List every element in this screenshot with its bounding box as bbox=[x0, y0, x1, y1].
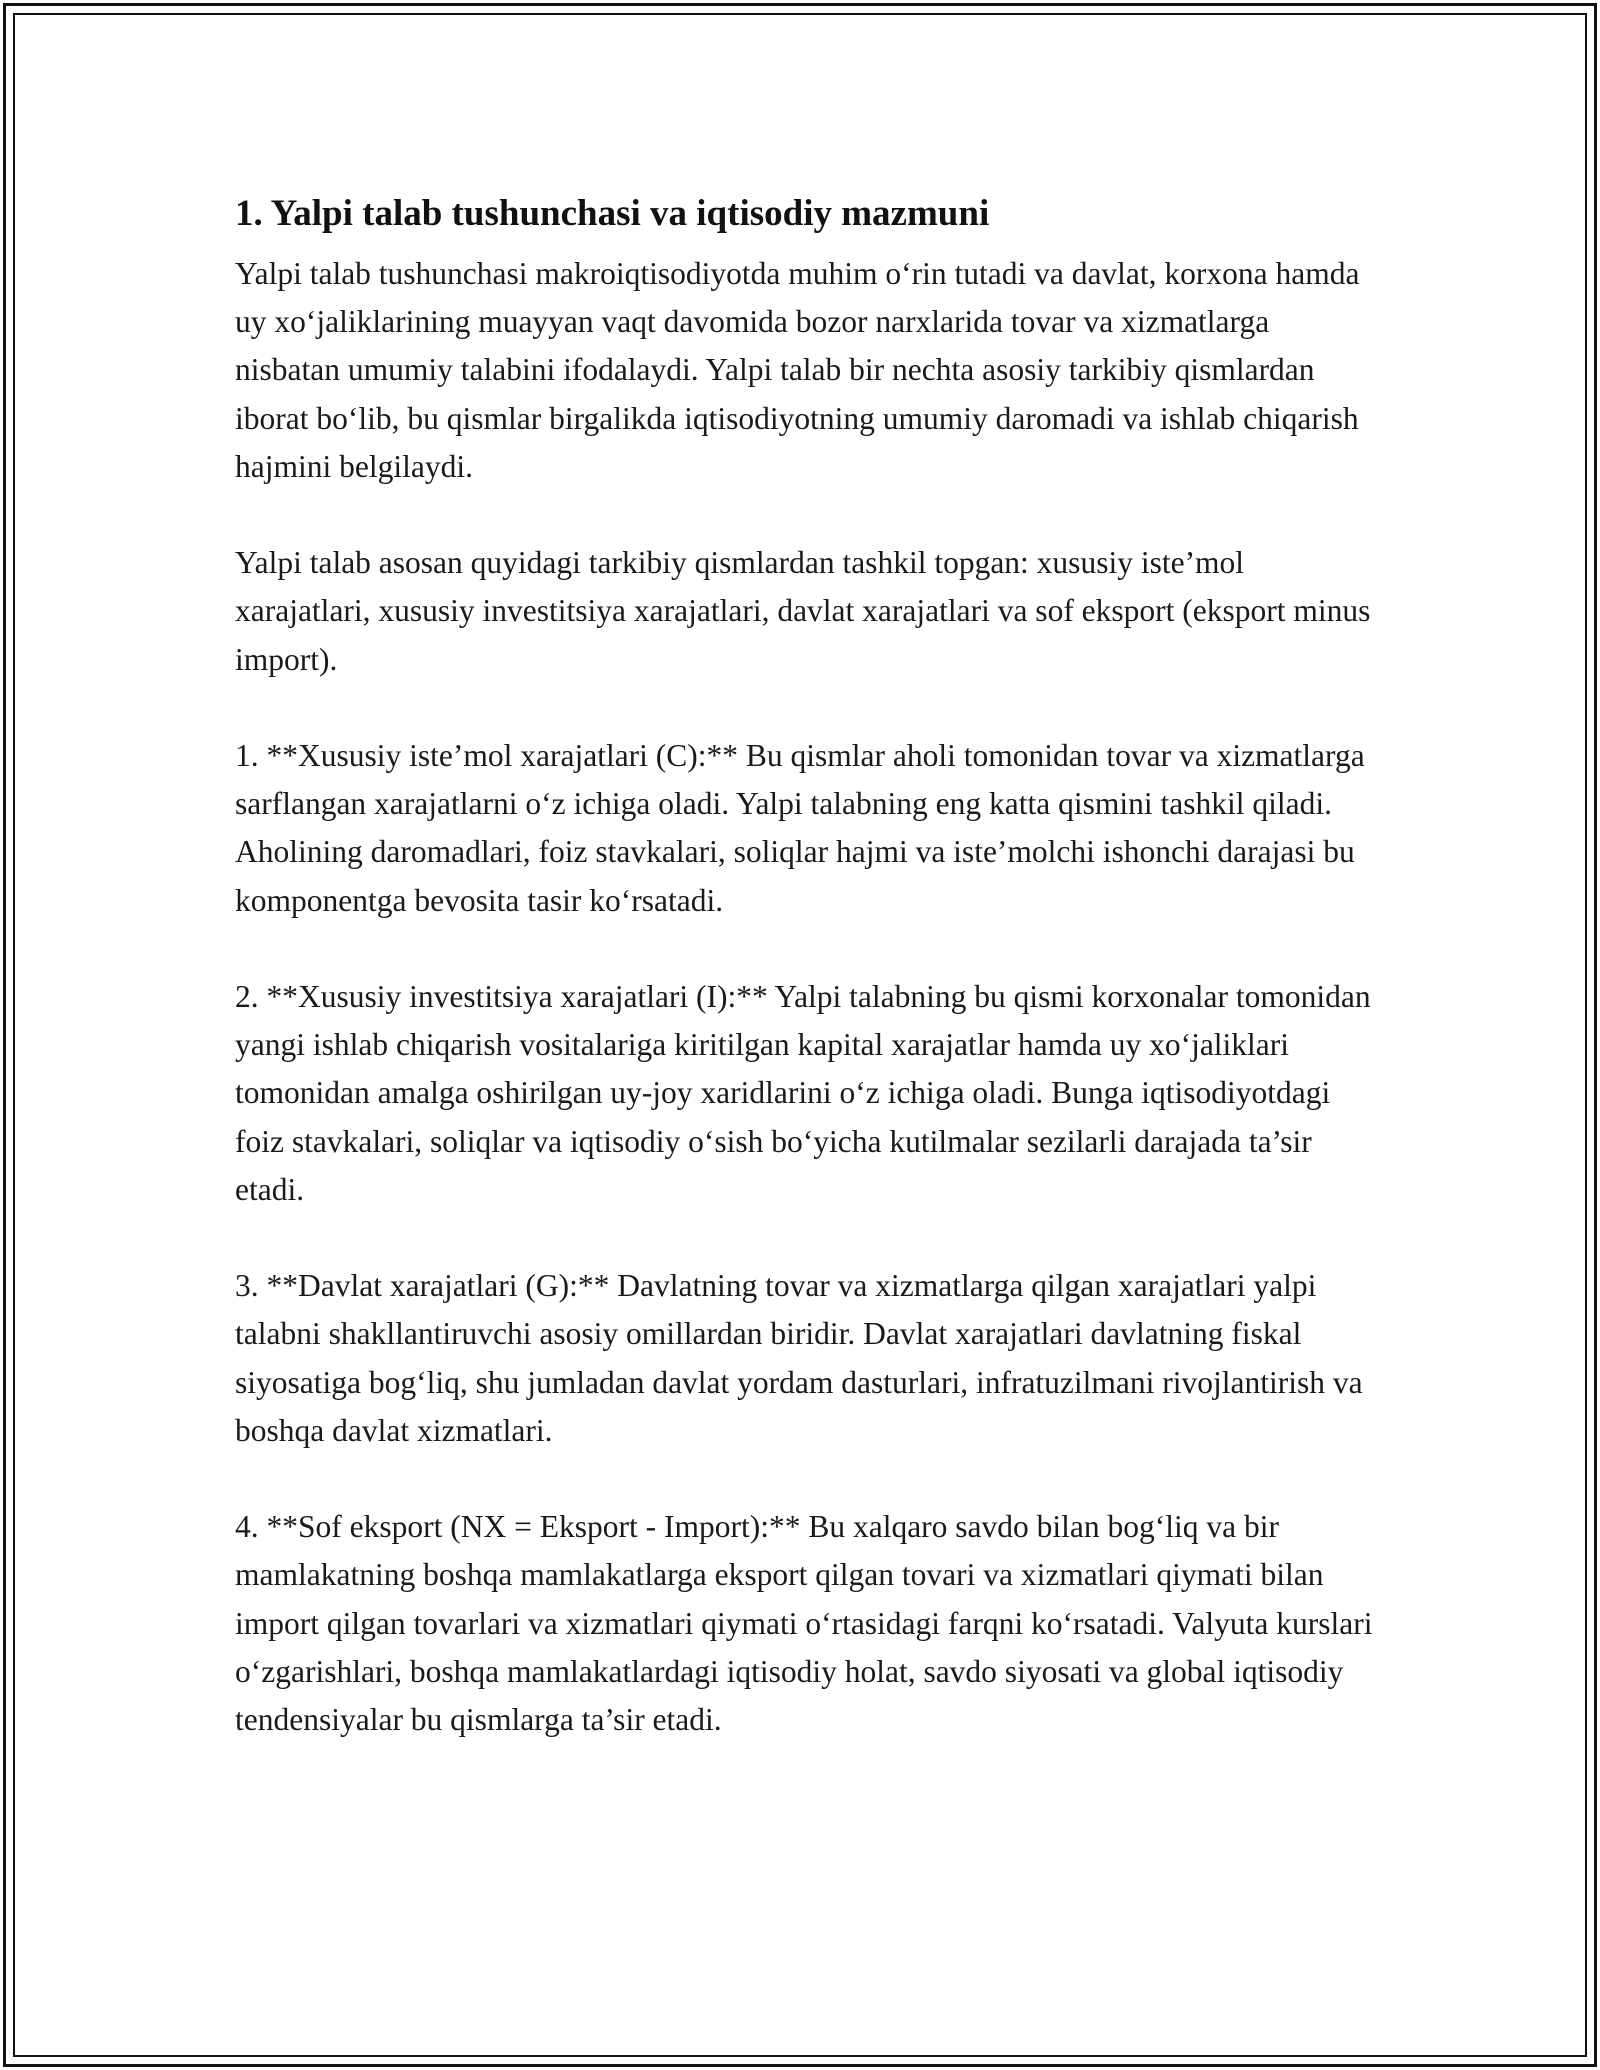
paragraph-consumption: 1. **Xususiy iste’mol xarajatlari (C):** Bu qismlar aholi tomonidan tovar va xizmatlarga sarflangan xarajatlarni o‘z ichiga oladi. Yalpi talabning eng katta qismini tashkil qiladi. Aholining daromadlari, foiz stavkalari, soliqlar hajmi va iste’molchi ishonchi darajasi bu komponentga bevosita tasir ko‘rsatadi. bbox=[235, 738, 1365, 918]
paragraph-components: Yalpi talab asosan quyidagi tarkibiy qismlardan tashkil topgan: xususiy iste’mol xarajatlari, xususiy investitsiya xarajatlari, davlat xarajatlari va sof eksport (eksport minus import). bbox=[235, 545, 1371, 677]
paragraph-net-export: 4. **Sof eksport (NX = Eksport - Import):** Bu xalqaro savdo bilan bog‘liq va bir mamlakatning boshqa mamlakatlarga eksport qilgan tovari va xizmatlari qiymati bilan import qilgan tovarlari va xizmatlari qiymati o‘rtasidagi farqni ko‘rsatadi. Valyuta kurslari o‘zgarishlari, boshqa mamlakatlardagi iqtisodiy holat, savdo siyosati va global iqtisodiy tendensiyalar bu qismlarga ta’sir etadi. bbox=[235, 1509, 1373, 1738]
section-heading: 1. Yalpi talab tushunchasi va iqtisodiy mazmuni bbox=[235, 193, 990, 234]
paragraph-government: 3. **Davlat xarajatlari (G):** Davlatning tovar va xizmatlarga qilgan xarajatlari yalpi talabni shakllantiruvchi asosiy omillardan biridir. Davlat xarajatlari davlatning fiskal siyosatiga bog‘liq, shu jumladan davlat yordam dasturlari, infratuzilmani rivojlantirish va boshqa davlat xizmatlari. bbox=[235, 1268, 1363, 1448]
document-body bbox=[235, 186, 1375, 1792]
paragraph-investment: 2. **Xususiy investitsiya xarajatlari (I):** Yalpi talabning bu qismi korxonalar tomonidan yangi ishlab chiqarish vositalariga kiritilgan kapital xarajatlar hamda uy xo‘jaliklari tomonidan amalga oshirilgan uy-joy xaridlarini o‘z ichiga oladi. Bunga iqtisodiyotdagi foiz stavkalari, soliqlar va iqtisodiy o‘sish bo‘yicha kutilmalar sezilarli darajada ta’sir etadi. bbox=[235, 979, 1371, 1207]
paragraph-intro: Yalpi talab tushunchasi makroiqtisodiyotda muhim o‘rin tutadi va davlat, korxona hamda uy xo‘jaliklarining muayyan vaqt davomida bozor narxlarida tovar va xizmatlarga nisbatan umumiy talabini ifodalaydi. Yalpi talab bir nechta asosiy tarkibiy qismlardan iborat bo‘lib, bu qismlar birgalikda iqtisodiyotning umumiy daromadi va ishlab chiqarish hajmini belgilaydi. bbox=[235, 256, 1360, 484]
